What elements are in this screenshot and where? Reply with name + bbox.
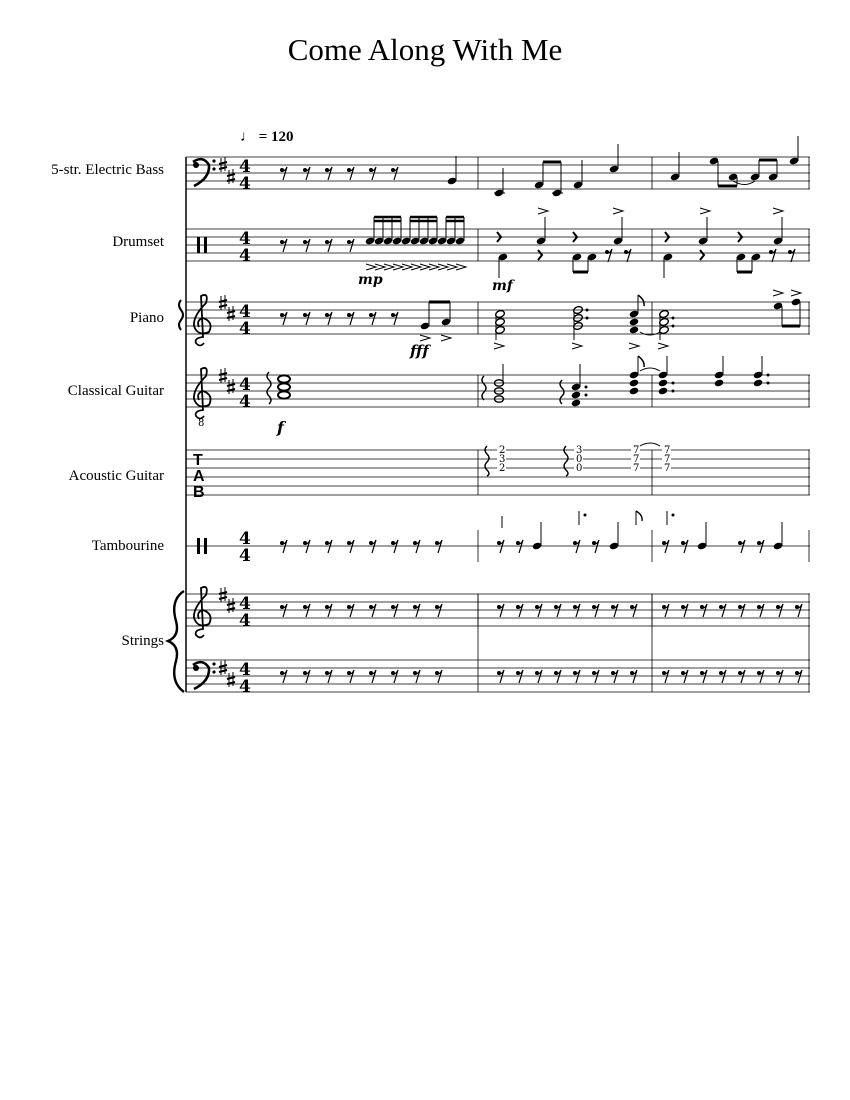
svg-text:2: 2 bbox=[499, 463, 506, 474]
svg-text:4: 4 bbox=[239, 319, 251, 339]
instrument-name-tambourine: Tambourine bbox=[91, 538, 164, 554]
svg-text:3: 3 bbox=[499, 454, 506, 465]
svg-text:0: 0 bbox=[576, 454, 583, 465]
svg-text:7: 7 bbox=[664, 454, 671, 465]
instrument-name-classical-guitar: Classical Guitar bbox=[67, 383, 164, 399]
svg-text:4: 4 bbox=[239, 594, 251, 614]
svg-text:7: 7 bbox=[664, 445, 671, 456]
svg-text:7: 7 bbox=[633, 445, 640, 456]
classical-guitar-staff bbox=[186, 356, 810, 437]
svg-text:4: 4 bbox=[239, 302, 251, 322]
svg-text:2: 2 bbox=[499, 445, 506, 456]
svg-text:4: 4 bbox=[239, 392, 251, 412]
bass-staff bbox=[186, 136, 810, 197]
tambourine-staff bbox=[186, 511, 810, 566]
svg-text:4: 4 bbox=[239, 660, 251, 680]
instrument-name-acoustic-guitar: Acoustic Guitar bbox=[68, 468, 164, 484]
tempo-marking: ♩ = 120 bbox=[240, 129, 294, 145]
dynamic-mp: mp bbox=[358, 272, 383, 288]
svg-text:7: 7 bbox=[633, 463, 640, 474]
instrument-name-bass: 5-str. Electric Bass bbox=[51, 162, 164, 178]
svg-text:A: A bbox=[193, 468, 205, 485]
svg-text:4: 4 bbox=[239, 546, 251, 566]
piano-staff bbox=[179, 290, 810, 360]
svg-text:4: 4 bbox=[239, 174, 251, 194]
svg-text:4: 4 bbox=[239, 529, 251, 549]
drumset-staff bbox=[186, 208, 810, 294]
svg-text:T: T bbox=[193, 452, 203, 469]
dynamic-fff: fff bbox=[410, 342, 429, 360]
instrument-name-drumset: Drumset bbox=[112, 234, 164, 250]
instrument-name-piano: Piano bbox=[129, 310, 164, 326]
treble-clef-icon bbox=[194, 295, 211, 346]
strings-grand-staff bbox=[168, 587, 810, 697]
svg-text:7: 7 bbox=[633, 454, 640, 465]
svg-text:4: 4 bbox=[239, 611, 251, 631]
svg-text:4: 4 bbox=[239, 229, 251, 249]
svg-text:4: 4 bbox=[239, 375, 251, 395]
treble-8-clef-icon bbox=[194, 368, 211, 429]
svg-text:8: 8 bbox=[198, 418, 205, 429]
instrument-name-strings: Strings bbox=[121, 633, 164, 649]
chord-half bbox=[494, 309, 505, 349]
bass-clef-icon bbox=[193, 159, 216, 186]
svg-text:4: 4 bbox=[239, 246, 251, 266]
dynamic-f: f bbox=[277, 418, 284, 437]
svg-text:4: 4 bbox=[239, 677, 251, 697]
acoustic-guitar-tab bbox=[186, 443, 810, 501]
svg-text:B: B bbox=[193, 484, 205, 501]
svg-text:0: 0 bbox=[576, 463, 583, 474]
svg-text:7: 7 bbox=[664, 463, 671, 474]
score-title: Come Along With Me bbox=[287, 32, 563, 67]
svg-text:4: 4 bbox=[239, 157, 251, 177]
dynamic-mf: mf bbox=[492, 278, 513, 294]
svg-text:3: 3 bbox=[576, 445, 583, 456]
